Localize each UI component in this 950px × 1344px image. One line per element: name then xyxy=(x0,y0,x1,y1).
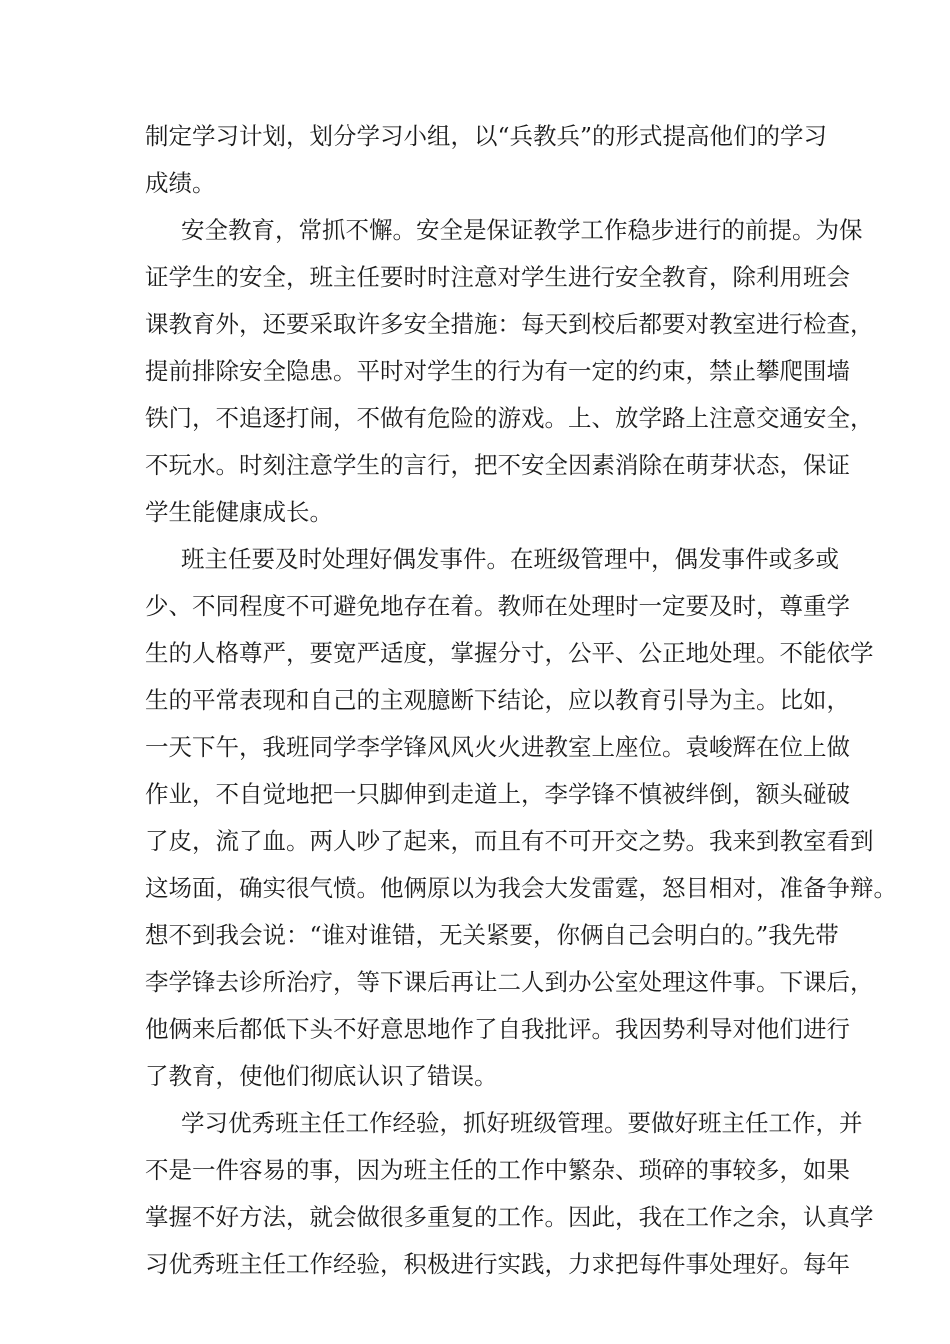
text-line: 作业，不自觉地把一只脚伸到走道上，李学锋不慎被绊倒，额头碰破 xyxy=(145,780,850,808)
text-line: 一天下午，我班同学李学锋风风火火进教室上座位。袁峻辉在位上做 xyxy=(145,733,850,761)
paragraph-first-line: 班主任要及时处理好偶发事件。在班级管理中，偶发事件或多或 xyxy=(181,545,839,573)
text-line: 生的人格尊严，要宽严适度，掌握分寸，公平、公正地处理。不能依学 xyxy=(145,639,874,667)
text-line: 少、不同程度不可避免地存在着。教师在处理时一定要及时，尊重学 xyxy=(145,592,850,620)
text-line: 成绩。 xyxy=(145,169,216,197)
text-line: 了皮，流了血。两人吵了起来，而且有不可开交之势。我来到教室看到 xyxy=(145,827,874,855)
text-line: 制定学习计划，划分学习小组，以“兵教兵”的形式提高他们的学习 xyxy=(145,122,828,150)
text-line: 想不到我会说：“谁对谁错，无关紧要，你俩自己会明白的。”我先带 xyxy=(145,921,839,949)
text-line: 他俩来后都低下头不好意思地作了自我批评。我因势利导对他们进行 xyxy=(145,1015,850,1043)
paragraph-first-line: 安全教育，常抓不懈。安全是保证教学工作稳步进行的前提。为保 xyxy=(181,216,863,244)
text-line: 不是一件容易的事，因为班主任的工作中繁杂、琐碎的事较多，如果 xyxy=(145,1156,850,1184)
text-line: 习优秀班主任工作经验，积极进行实践，力求把每件事处理好。每年 xyxy=(145,1250,850,1278)
text-line: 这场面，确实很气愤。他俩原以为我会大发雷霆，怒目相对，准备争辩。 xyxy=(145,874,897,902)
text-line: 提前排除安全隐患。平时对学生的行为有一定的约束，禁止攀爬围墙 xyxy=(145,357,850,385)
text-line: 李学锋去诊所治疗，等下课后再让二人到办公室处理这件事。下课后， xyxy=(145,968,874,996)
text-line: 课教育外，还要采取许多安全措施：每天到校后都要对教室进行检查， xyxy=(145,310,874,338)
text-line: 铁门，不追逐打闹，不做有危险的游戏。上、放学路上注意交通安全， xyxy=(145,404,874,432)
text-line: 不玩水。时刻注意学生的言行，把不安全因素消除在萌芽状态，保证 xyxy=(145,451,850,479)
text-line: 证学生的安全，班主任要时时注意对学生进行安全教育，除利用班会 xyxy=(145,263,850,291)
text-line: 生的平常表现和自己的主观臆断下结论，应以教育引导为主。比如， xyxy=(145,686,850,714)
document-body xyxy=(145,113,897,1288)
text-line: 学生能健康成长。 xyxy=(145,498,333,526)
text-line: 了教育，使他们彻底认识了错误。 xyxy=(145,1062,498,1090)
text-line: 掌握不好方法，就会做很多重复的工作。因此，我在工作之余，认真学 xyxy=(145,1203,874,1231)
paragraph-first-line: 学习优秀班主任工作经验，抓好班级管理。要做好班主任工作，并 xyxy=(181,1109,863,1137)
